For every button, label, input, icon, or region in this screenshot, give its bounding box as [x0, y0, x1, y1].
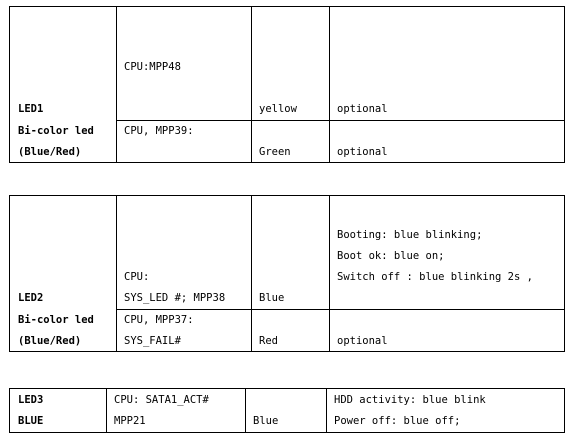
led2-name: LED2: [18, 292, 44, 304]
led2-row1-note-line2: Boot ok: blue on;: [337, 250, 445, 262]
led2-row-divider: [116, 309, 565, 310]
led3-color-label: BLUE: [18, 415, 44, 427]
led1-col-divider-1: [116, 6, 117, 163]
led1-type: Bi-color led: [18, 125, 94, 137]
led2-type: Bi-color led: [18, 314, 94, 326]
led1-colors: (Blue/Red): [18, 146, 82, 158]
led1-row1-color: yellow: [259, 103, 297, 115]
led1-col-divider-2: [251, 6, 252, 163]
led2-col-divider-1: [116, 195, 117, 352]
led2-row2-signal-line1: CPU, MPP37:: [124, 314, 194, 326]
led2-row1-signal-line2: SYS_LED #; MPP38: [124, 292, 226, 304]
led1-name: LED1: [18, 103, 44, 115]
led3-col-divider-1: [106, 388, 107, 433]
led2-row2-signal-line2: SYS_FAIL#: [124, 335, 181, 347]
led2-row2-note: optional: [337, 335, 388, 347]
led3-col-divider-2: [245, 388, 246, 433]
led3-signal-line1: CPU: SATA1_ACT#: [114, 394, 209, 406]
led3-signal-line2: MPP21: [114, 415, 146, 427]
led3-col-divider-3: [326, 388, 327, 433]
led3-color: Blue: [253, 415, 279, 427]
led2-col-divider-2: [251, 195, 252, 352]
led3-name: LED3: [18, 394, 44, 406]
led1-row1-note: optional: [337, 103, 388, 115]
led2-row1-signal-line1: CPU:: [124, 271, 150, 283]
led2-row1-color: Blue: [259, 292, 285, 304]
led2-row1-note-line3: Switch off : blue blinking 2s ,: [337, 271, 533, 283]
led1-table: [9, 6, 565, 163]
led1-row2-color: Green: [259, 146, 291, 158]
led2-row2-color: Red: [259, 335, 278, 347]
led2-col-divider-3: [329, 195, 330, 352]
led2-row1-note-line1: Booting: blue blinking;: [337, 229, 483, 241]
led1-row-divider: [116, 120, 565, 121]
led2-colors: (Blue/Red): [18, 335, 82, 347]
led1-col-divider-3: [329, 6, 330, 163]
led3-note-line1: HDD activity: blue blink: [334, 394, 486, 406]
led3-note-line2: Power off: blue off;: [334, 415, 461, 427]
led1-row1-signal: CPU:MPP48: [124, 61, 181, 73]
led1-row2-note: optional: [337, 146, 388, 158]
led1-row2-signal: CPU, MPP39:: [124, 125, 194, 137]
